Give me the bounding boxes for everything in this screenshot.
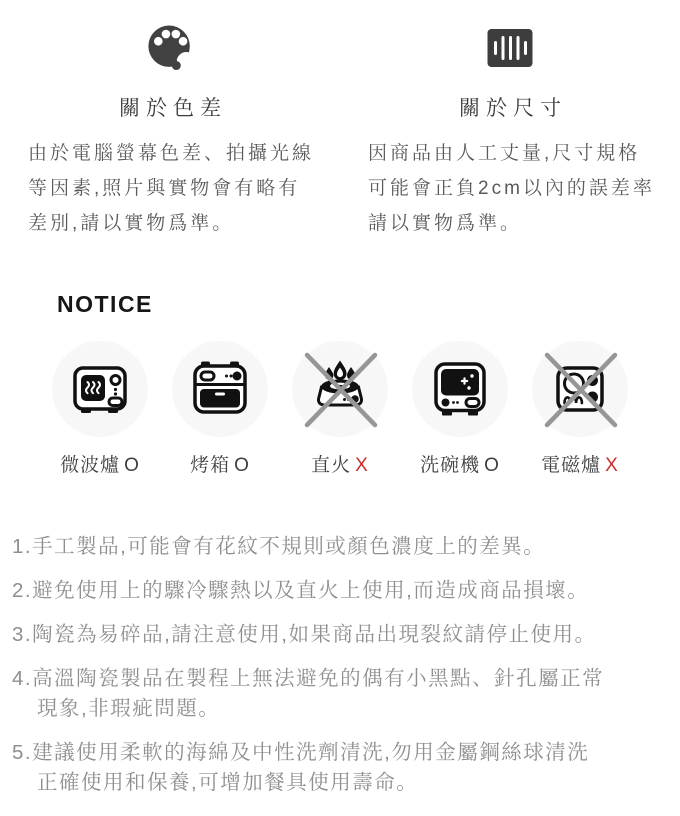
notice-item-dishwasher [412,341,508,477]
induction-label-text: 電磁爐 [541,455,602,476]
oven-icon [188,357,252,421]
dishwasher-icon [428,357,492,421]
induction-badge [532,341,628,437]
notice-item-microwave [52,341,148,477]
stove-badge [292,341,388,437]
dishwasher-mark: O [484,455,500,476]
about-color-line: 由於電腦螢幕色差、拍攝光線 [28,143,315,164]
microwave-icon [68,357,132,421]
notice-heading: NOTICE [57,291,153,317]
care-item-5 [12,738,674,798]
cross-out-icon [292,341,388,437]
about-color-title: 關於色差 [119,97,227,120]
about-color-line: 差別,請以實物爲準。 [28,213,235,234]
open-flame-label-text: 直火 [311,455,352,476]
about-row [0,0,680,241]
notice-item-induction [532,341,628,477]
about-size-line: 因商品由人工丈量,尺寸規格 [368,143,641,164]
care-line: 3.陶瓷為易碎品,請注意使用,如果商品出現裂紋請停止使用。 [12,623,597,646]
notice-row [0,341,680,477]
induction-label [532,450,628,477]
cross-out-icon [532,341,628,437]
about-section-color-difference [0,18,340,241]
induction-mark: X [605,455,619,476]
open-flame-mark: X [355,455,369,476]
ruler-icon [487,18,533,78]
care-line: 2.避免使用上的驟冷驟熱以及直火上使用,而造成商品損壞。 [12,579,590,602]
oven-label-text: 烤箱 [190,455,231,476]
open-flame-label [292,450,388,477]
care-list [12,532,674,798]
care-line: 1.手工製品,可能會有花紋不規則或顏色濃度上的差異。 [12,535,546,558]
oven-label [172,450,268,477]
about-size-title: 關於尺寸 [459,97,567,120]
care-item-3 [12,620,674,650]
care-line: 4.高溫陶瓷製品在製程上無法避免的偶有小黑點、針孔屬正常 [12,667,605,690]
dishwasher-label-text: 洗碗機 [420,455,481,476]
microwave-mark: O [124,455,140,476]
care-item-2 [12,576,674,606]
about-size-line: 請以實物爲準。 [368,213,523,234]
about-color-text [0,136,314,241]
care-line: 5.建議使用柔軟的海綿及中性洗劑清洗,勿用金屬鋼絲球清洗 [12,741,590,764]
about-size-line: 可能會正負2cm以內的誤差率 [368,178,655,199]
notice-item-oven [172,341,268,477]
oven-badge [172,341,268,437]
dishwasher-badge [412,341,508,437]
care-item-4 [12,664,674,724]
microwave-badge [52,341,148,437]
palette-icon [143,18,197,78]
oven-mark: O [234,455,250,476]
microwave-label [52,450,148,477]
care-line: 現象,非瑕疵問題。 [37,697,221,720]
about-color-line: 等因素,照片與實物會有略有 [28,178,301,199]
dishwasher-label [412,450,508,477]
about-size-text [340,136,655,241]
microwave-label-text: 微波爐 [60,455,121,476]
care-line: 正確使用和保養,可增加餐具使用壽命。 [37,771,419,794]
care-item-1 [12,532,674,562]
about-section-size [340,18,680,241]
notice-item-open-flame [292,341,388,477]
